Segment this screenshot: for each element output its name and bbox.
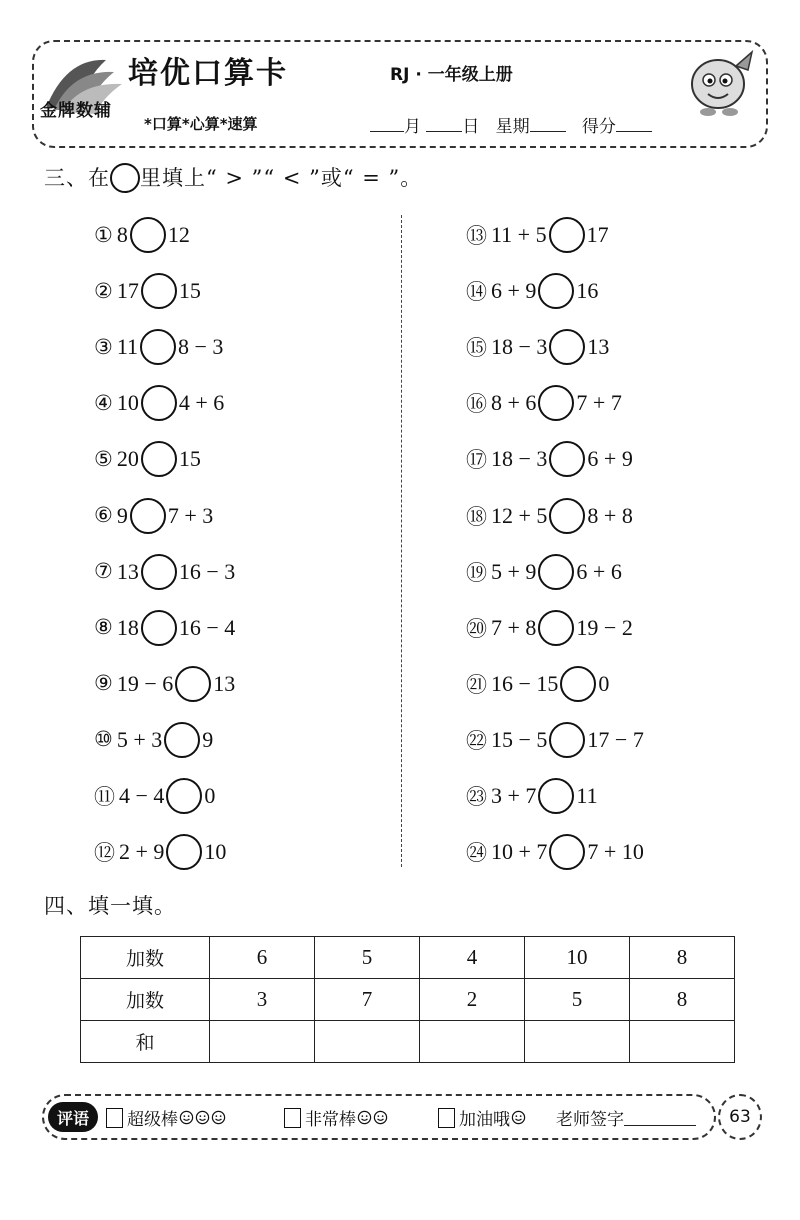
answer-circle[interactable] [141, 554, 177, 590]
table-cell: 5 [315, 937, 420, 979]
problem-row [466, 832, 644, 872]
option-keep-going[interactable] [438, 1105, 526, 1130]
right-expression: 0 [598, 670, 610, 696]
score-label: 得分 [581, 117, 616, 137]
smiley-icon [357, 1110, 372, 1125]
problem-row [94, 720, 213, 760]
signature-label: 老师签字 [556, 1110, 624, 1130]
comment-badge: 评语 [48, 1102, 98, 1132]
right-expression: 15 [178, 446, 201, 472]
table-row [81, 937, 735, 979]
problem-row [466, 271, 598, 311]
right-expression: 12 [167, 222, 190, 247]
option-super-great[interactable] [106, 1105, 226, 1130]
month-blank[interactable] [370, 117, 404, 132]
right-expression: 16 − 4 [178, 614, 236, 640]
option-label: 超级棒 [127, 1110, 178, 1130]
answer-circle[interactable] [560, 666, 596, 702]
problem-row [466, 552, 622, 592]
answer-circle[interactable] [549, 834, 585, 870]
table-cell: 4 [420, 937, 525, 979]
sum-answer-cell[interactable] [315, 1021, 420, 1063]
problem-row [94, 608, 235, 648]
left-expression: 16 − 15 [491, 670, 559, 696]
section3-title [44, 162, 422, 193]
answer-circle[interactable] [141, 385, 177, 421]
row-label-addend1: 加数 [81, 937, 210, 979]
weekday-blank[interactable] [530, 117, 566, 132]
answer-circle[interactable] [549, 722, 585, 758]
left-expression: 20 [116, 446, 139, 472]
problem-row [94, 496, 213, 536]
problem-number: ⑩ [94, 727, 113, 752]
sum-answer-cell[interactable] [210, 1021, 315, 1063]
table-row [81, 979, 735, 1021]
problem-number: ㉓ [466, 785, 487, 809]
right-expression: 7 + 7 [576, 390, 622, 416]
table-cell: 6 [210, 937, 315, 979]
table-cell: 3 [210, 979, 315, 1021]
answer-circle[interactable] [166, 834, 202, 870]
left-expression: 5 + 3 [116, 726, 163, 752]
problem-row [94, 271, 201, 311]
sum-answer-cell[interactable] [525, 1021, 630, 1063]
left-expression: 10 [116, 390, 139, 416]
problem-number: ⑬ [466, 224, 487, 248]
answer-circle[interactable] [538, 778, 574, 814]
problem-number: ⑨ [94, 671, 113, 696]
answer-circle[interactable] [166, 778, 202, 814]
left-expression: 9 [116, 502, 128, 528]
card-title: 培优口算卡 [128, 56, 288, 91]
section3-title-part-a: 三、在 [44, 166, 110, 190]
problem-row [466, 664, 609, 704]
problem-number: ⑰ [466, 448, 487, 473]
row-label-sum: 和 [81, 1021, 210, 1063]
left-expression: 13 [116, 558, 139, 584]
checkbox[interactable] [106, 1108, 123, 1128]
table-cell: 8 [630, 979, 735, 1021]
problem-number: ⑮ [466, 336, 487, 361]
month-label: 月 [404, 117, 421, 137]
right-expression: 17 − 7 [587, 726, 644, 752]
problem-number: ㉒ [466, 728, 487, 753]
answer-circle[interactable] [538, 554, 574, 590]
problem-number: ③ [94, 334, 113, 359]
circle-symbol-icon [110, 163, 140, 193]
book-logo-icon [36, 48, 128, 140]
left-expression: 17 [116, 278, 139, 304]
problem-row [94, 832, 226, 872]
right-expression: 16 [576, 278, 599, 304]
left-expression: 7 + 8 [491, 614, 537, 640]
left-expression: 5 + 9 [491, 558, 537, 584]
table-cell: 10 [525, 937, 630, 979]
table-cell: 2 [420, 979, 525, 1021]
right-expression: 8 − 3 [178, 334, 224, 360]
answer-circle[interactable] [175, 666, 211, 702]
problem-number: ⑲ [466, 560, 487, 585]
answer-circle[interactable] [141, 273, 177, 309]
right-expression: 6 + 6 [576, 558, 622, 584]
answer-circle[interactable] [130, 217, 166, 253]
left-expression: 8 + 6 [491, 390, 537, 416]
left-expression: 2 + 9 [119, 839, 165, 865]
right-expression: 0 [204, 783, 216, 808]
problem-row [466, 496, 633, 536]
problem-number: ⑳ [466, 616, 487, 641]
table-row [81, 1021, 735, 1063]
right-expression: 7 + 10 [587, 839, 644, 865]
left-expression: 18 − 3 [491, 446, 548, 472]
left-expression: 10 + 7 [491, 839, 548, 865]
problem-row [94, 552, 235, 592]
option-label: 非常棒 [305, 1110, 356, 1130]
section3-title-part-b: 里填上“ > ”“ < ”或“ = ”。 [140, 166, 423, 190]
problem-row [466, 215, 609, 255]
table-cell: 5 [525, 979, 630, 1021]
checkbox[interactable] [284, 1108, 301, 1128]
problem-number: ⑧ [94, 615, 113, 640]
problem-row [94, 383, 224, 423]
answer-circle[interactable] [141, 441, 177, 477]
left-expression: 4 − 4 [119, 783, 165, 808]
problem-row [94, 327, 223, 367]
sum-answer-cell[interactable] [420, 1021, 525, 1063]
left-expression: 6 + 9 [491, 278, 537, 304]
right-expression: 8 + 8 [587, 502, 633, 528]
answer-circle[interactable] [538, 610, 574, 646]
problem-number: ⑥ [94, 503, 113, 527]
right-expression: 9 [202, 726, 214, 752]
right-expression: 16 − 3 [178, 558, 236, 584]
problem-number: ⑫ [94, 841, 115, 866]
smiley-icon [373, 1110, 388, 1125]
problem-number: ④ [94, 390, 113, 415]
signature-blank[interactable] [624, 1109, 696, 1126]
problem-row [466, 383, 622, 423]
left-expression: 11 + 5 [491, 222, 547, 247]
problem-number: ② [94, 278, 113, 303]
day-blank[interactable] [426, 117, 462, 132]
page-number: 63 [718, 1094, 762, 1140]
date-score-bar [370, 112, 652, 137]
left-expression: 3 + 7 [491, 783, 537, 808]
problem-number: ⑯ [466, 392, 487, 417]
problem-row [94, 215, 190, 255]
problem-row [466, 608, 633, 648]
right-expression: 6 + 9 [587, 446, 633, 472]
mascot-icon [678, 44, 758, 120]
grade-label: RJ · 一年级上册 [390, 65, 513, 85]
answer-circle[interactable] [549, 329, 585, 365]
problem-number: ⑦ [94, 559, 113, 584]
right-expression: 4 + 6 [178, 390, 225, 416]
right-expression: 17 [586, 222, 609, 247]
weekday-label: 星期 [495, 117, 530, 137]
calc-methods: *口算*心算*速算 [144, 115, 258, 133]
problem-number: ㉔ [466, 841, 487, 866]
right-expression: 13 [587, 334, 610, 360]
problem-row [94, 776, 215, 816]
problem-row [94, 439, 201, 479]
smiley-icon [211, 1110, 226, 1125]
answer-circle[interactable] [549, 498, 585, 534]
problem-number: ㉑ [466, 672, 487, 697]
option-label: 加油哦 [459, 1110, 510, 1130]
problem-row [466, 439, 633, 479]
problem-number: ⑭ [466, 280, 487, 305]
day-label: 日 [462, 117, 480, 137]
answer-circle[interactable] [538, 273, 574, 309]
right-expression: 15 [178, 278, 201, 304]
smiley-icon [179, 1110, 194, 1125]
left-expression: 15 − 5 [491, 726, 548, 752]
right-expression: 13 [213, 670, 236, 696]
option-very-great[interactable] [284, 1105, 388, 1130]
problem-number: ⑤ [94, 446, 113, 471]
answer-circle[interactable] [130, 498, 166, 534]
right-expression: 11 [576, 783, 598, 808]
answer-circle[interactable] [141, 610, 177, 646]
problem-row [94, 664, 235, 704]
table-cell: 7 [315, 979, 420, 1021]
left-expression: 18 − 3 [491, 334, 548, 360]
section4-title: 四、填一填。 [44, 894, 176, 918]
answer-circle[interactable] [140, 329, 176, 365]
answer-circle[interactable] [549, 441, 585, 477]
problem-number: ⑱ [466, 504, 487, 529]
answer-circle[interactable] [549, 217, 585, 253]
addition-table [80, 936, 735, 1063]
checkbox[interactable] [438, 1108, 455, 1128]
problem-row [466, 720, 644, 760]
answer-circle[interactable] [538, 385, 574, 421]
right-expression: 19 − 2 [576, 614, 633, 640]
right-expression: 7 + 3 [167, 502, 214, 528]
brand-name: 金牌数辅 [40, 101, 112, 121]
problem-number: ⑪ [94, 785, 115, 809]
answer-circle[interactable] [164, 722, 200, 758]
right-expression: 10 [204, 839, 227, 865]
left-expression: 19 − 6 [116, 670, 174, 696]
left-expression: 8 [116, 222, 128, 247]
smiley-icon [195, 1110, 210, 1125]
score-blank[interactable] [616, 117, 652, 132]
problem-row [466, 776, 598, 816]
row-label-addend2: 加数 [81, 979, 210, 1021]
teacher-signature [556, 1105, 696, 1130]
problem-number: ① [94, 222, 113, 247]
problem-row [466, 327, 609, 367]
smiley-icon [511, 1110, 526, 1125]
table-cell: 8 [630, 937, 735, 979]
sum-answer-cell[interactable] [630, 1021, 735, 1063]
column-divider [401, 215, 402, 867]
left-expression: 18 [116, 614, 139, 640]
left-expression: 11 [116, 334, 139, 360]
left-expression: 12 + 5 [491, 502, 548, 528]
